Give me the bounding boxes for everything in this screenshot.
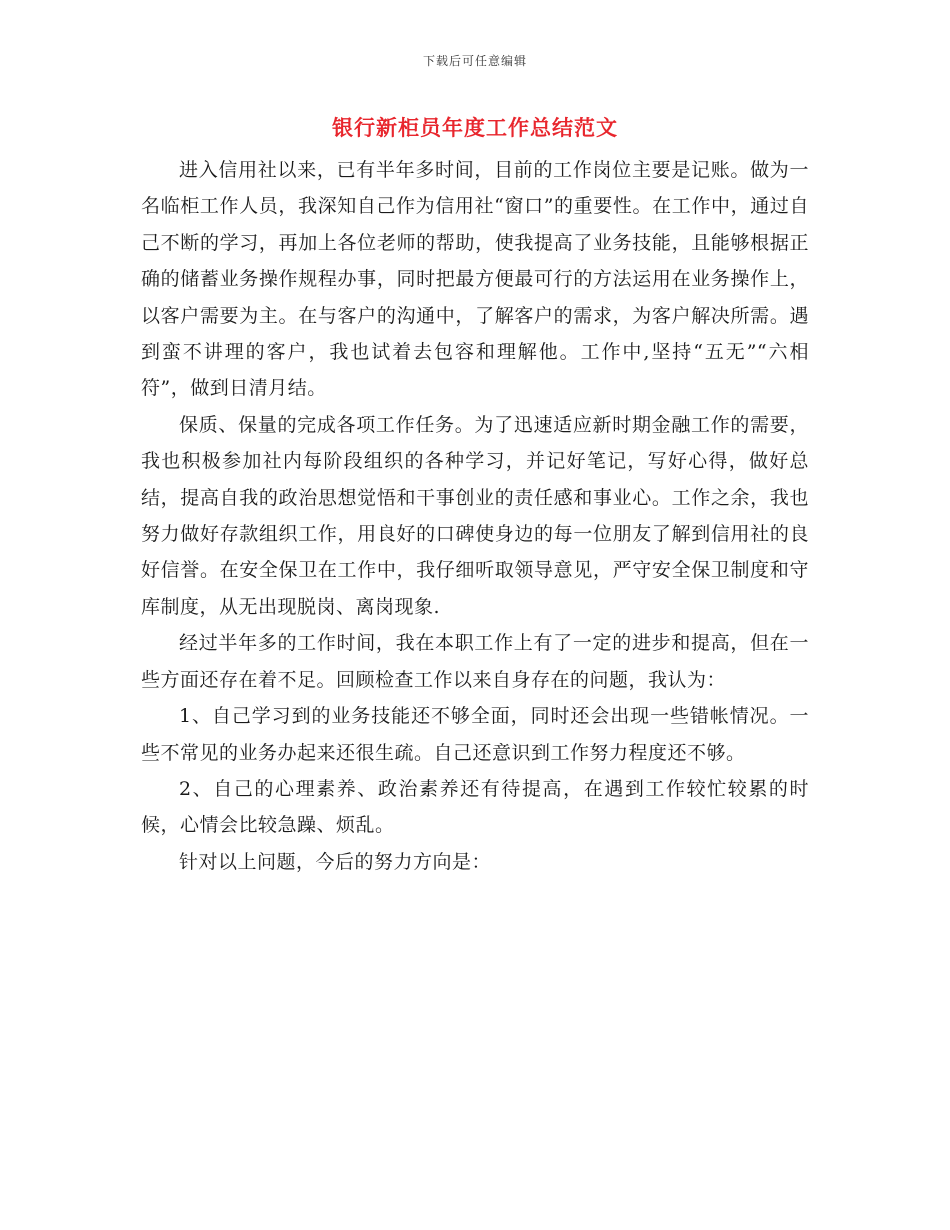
paragraph-5: 2、自己的心理素养、政治素养还有待提高，在遇到工作较忙较累的时候，心情会比较急躁、烦乱。 <box>141 777 809 837</box>
document-body <box>141 152 809 880</box>
paragraph-4: 1、自己学习到的业务技能还不够全面，同时还会出现一些错帐情况。一些不常见的业务办起来还很生疏。自己还意识到工作努力程度还不够。 <box>141 705 809 764</box>
paragraph-6: 针对以上问题，今后的努力方向是： <box>179 850 492 873</box>
document-title: 银行新柜员年度工作总结范文 <box>332 115 618 140</box>
header-note: 下载后可任意编辑 <box>422 54 527 68</box>
paragraph-1: 进入信用社以来，已有半年多时间，目前的工作岗位主要是记账。做为一名临柜工作人员，我深知自己作为信用社“窗口”的重要性。在工作中，通过自己不断的学习，再加上各位老师的帮助，使我提高了业务技能，且能够根据正确的储蓄业务操作规程办事，同时把最方便最可行的方法运用在业务操作上，以客户需要为主。在与客户的沟通中，了解客户的需求，为客户解决所需。遇到蛮不讲理的客户，我也试着去包容和理解他。工作中,坚持“五无”“六相符”，做到日清月结。 <box>141 159 809 400</box>
paragraph-3: 经过半年多的工作时间，我在本职工作上有了一定的进步和提高，但在一些方面还存在着不足。回顾检查工作以来自身存在的问题，我认为： <box>141 632 809 691</box>
paragraph-2: 保质、保量的完成各项工作任务。为了迅速适应新时期金融工作的需要，我也积极参加社内每阶段组织的各种学习，并记好笔记，写好心得，做好总结，提高自我的政治思想觉悟和干事创业的责任感和事业心。工作之余，我也努力做好存款组织工作，用良好的口碑使身边的每一位朋友了解到信用社的良好信誉。在安全保卫在工作中，我仔细听取领导意见，严守安全保卫制度和守库制度，从无出现脱岗、离岗现象. <box>141 413 809 618</box>
